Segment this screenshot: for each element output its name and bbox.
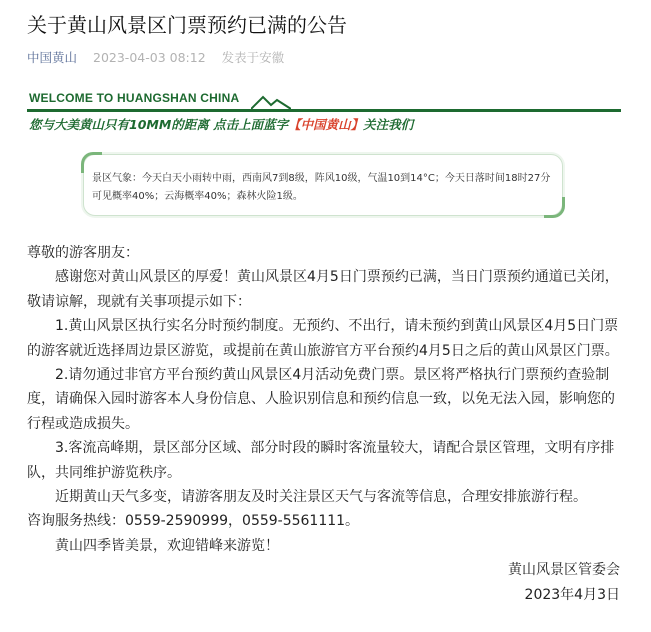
notice-item-2: 2.请勿通过非官方平台预约黄山风景区4月活动免费门票。景区将严格执行门票预约查验制度，请确保入园时游客本人身份信息、人脸识别信息和预约信息一致，以免无法入园，影响您的行程或造成损失。	[27, 367, 615, 432]
notice-date: 2023年4月3日	[524, 586, 620, 603]
banner-divider	[27, 109, 621, 112]
banner-welcome-text: WELCOME TO HUANGSHAN CHINA	[29, 91, 240, 105]
weather-tip: 近期黄山天气多变，请游客朋友及时关注景区天气与客流等信息，合理安排旅游行程。	[55, 489, 587, 506]
hotline: 咨询服务热线：0559-2590999，0559-5561111。	[27, 513, 360, 530]
article-meta	[27, 49, 284, 67]
author-link[interactable]: 中国黄山	[27, 50, 78, 65]
weather-text: 景区气象：今天白天小雨转中雨，西南风7到8级，阵风10级，气温10到14°C；今天日落时间18时27分可见概率40%；云海概率40%；森林火险1级。	[92, 173, 551, 202]
publish-location: 发表于安徽	[221, 50, 285, 65]
mountain-icon	[251, 94, 291, 110]
publish-time: 2023-04-03 08:12	[93, 50, 206, 65]
closing: 黄山四季皆美景，欢迎错峰来游览！	[55, 537, 279, 554]
notice-item-1: 1.黄山风景区执行实名分时预约制度。无预约、不出行，请未预约到黄山风景区4月5日门票的游客就近选择周边景区游览，或提前在黄山旅游官方平台预约4月5日之后的黄山风景区门票。	[27, 318, 619, 359]
weather-box	[83, 154, 563, 216]
welcome-banner	[27, 88, 621, 134]
banner-follow-text: 您与大美黄山只有10MM的距离 点击上面蓝字【中国黄山】关注我们	[29, 117, 414, 132]
notice-item-3: 3.客流高峰期，景区部分区域、部分时段的瞬时客流量较大，请配合景区管理，文明有序排队，共同维护游览秩序。	[27, 440, 615, 481]
article-title: 关于黄山风景区门票预约已满的公告	[27, 13, 347, 37]
notice-body	[27, 241, 627, 607]
intro-paragraph: 感谢您对黄山风景区的厚爱！黄山风景区4月5日门票预约已满，当日门票预约通道已关闭，敬请谅解，现就有关事项提示如下：	[27, 269, 619, 310]
signature: 黄山风景区管委会	[508, 562, 620, 579]
greeting: 尊敬的游客朋友：	[27, 245, 139, 261]
